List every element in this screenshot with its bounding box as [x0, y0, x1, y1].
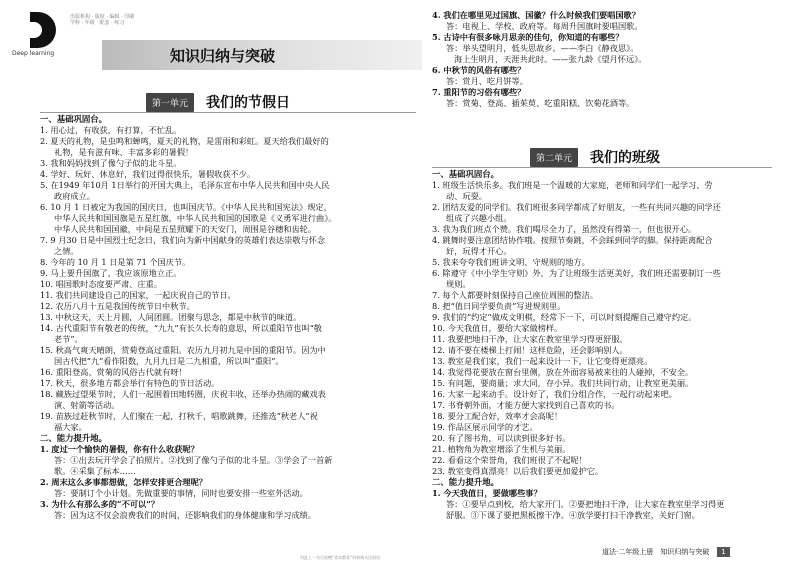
unit1-divider [40, 112, 416, 113]
text-line: 18. 藏族过望果节时，人们一起围着田地转圈，庆祝丰收，还举办热闹的藏戏表 [40, 389, 326, 399]
page-footer [602, 547, 730, 557]
text-line: 动、玩耍。 [446, 191, 487, 201]
deep-learning-logo [12, 10, 72, 60]
question-line: 1. 度过一个愉快的暑假，你有什么收获呢？ [40, 444, 199, 454]
text-line: 规则。 [446, 279, 471, 289]
question-line: 3. 为什么有那么多的“不可以”？ [40, 499, 160, 509]
section-heading: 二、能力提升地。 [40, 433, 107, 443]
text-line: 19. 作品区展示同学的才艺。 [432, 422, 538, 432]
unit2-divider [432, 167, 772, 168]
unit1-tag: 第一单元 [146, 93, 194, 112]
logo-text: Deep learning [12, 50, 55, 57]
text-line: 13. 教室是我们家，我们一起来设计一下，让它变得更漂亮。 [432, 356, 653, 366]
text-line: 答：①出去玩开学会了拍照片。②找到了像勺子似的北斗星。③学会了一首新 [54, 455, 333, 465]
text-line: 答：①要早点到校，给大家开门。②要把地扫干净，让大家在教室里学习得更 [446, 499, 725, 509]
text-line: 答：赏月、吃月饼等。 [446, 76, 528, 86]
text-line: 23. 教室变得真漂亮！以后我们要更加爱护它。 [432, 466, 604, 476]
text-line: 9. 马上要升国旗了，我应该原地立正。 [40, 268, 182, 278]
question-line: 7. 重阳节的习俗有哪些？ [432, 87, 526, 97]
text-line: 7. 9 月30 日是中国烈士纪念日，我们向为新中国献身的英雄们表达崇敬与怀念 [40, 235, 326, 245]
text-line: 18. 要分工配合好，效率才会高呢！ [432, 411, 563, 421]
text-line: 3. 我和妈妈找到了像勺子似的北斗星。 [40, 158, 182, 168]
unit1-heading [146, 92, 290, 112]
unit2-tag: 第二单元 [530, 148, 578, 167]
text-line: 2. 团结友爱的同学们。我们班很多同学都成了好朋友，一些有共同兴趣的同学还 [432, 202, 721, 212]
text-line: 组成了兴趣小组。 [446, 213, 512, 223]
text-line: 2. 夏天的礼物，是虫鸣和蝉鸣，夏天的礼物，是雷雨和彩虹。夏天给我们最好的 [40, 136, 329, 146]
text-line: 10. 唱国歌时态度要严肃、庄重。 [40, 279, 163, 289]
text-line: 11. 我要把地扫干净，让大家在教室里学习得更舒服。 [432, 334, 628, 344]
text-line: 4. 学好、玩好、休息好，我们过得很快乐，暑假收获不少。 [40, 169, 256, 179]
question-line: 6. 中秋节的风俗有哪些？ [432, 65, 526, 75]
text-line: 10. 今天我值日，要给大家做榜样。 [432, 323, 563, 333]
text-line: 老节”。 [54, 334, 83, 344]
text-line: 好，玩得才开心。 [446, 246, 512, 256]
section-heading: 一、基础巩固台。 [40, 114, 107, 124]
text-line: 17. 书脊朝外面，才能方便大家找到自己喜欢的书。 [432, 400, 620, 410]
logo-d-icon [30, 12, 56, 48]
text-line: 之情。 [54, 246, 79, 256]
text-line: 16. 大家一起来动手。设计好了，我们分组合作，一起行动起来吧。 [432, 389, 677, 399]
text-line: 15. 有问题，要商量；求大同，存小异。我们共同行动，让教室更美丽。 [432, 378, 694, 388]
text-line: 14. 我觉得花要放在窗台里侧，放在外面容易被来往的人碰掉，不安全。 [432, 367, 694, 377]
text-line: 8. 今年的 10 月 1 日是第 71 个国庆节。 [40, 257, 191, 267]
text-line: 中华人民共和国国旗是五星红旗，中华人民共和国的国歌是《义勇军进行曲》。 [54, 213, 337, 223]
section-heading: 一、基础巩固台。 [432, 169, 499, 179]
text-line: 14. 古代重阳节有敬老的传统，“九九”有长久长寿的意思，所以重阳节也叫“敬 [40, 323, 322, 333]
text-line: 演、射箭等活动。 [54, 400, 120, 410]
text-line: 21. 植物角为教室增添了生机与美丽。 [432, 444, 571, 454]
text-line: 答：因为这不仅会浪费我们的时间，还影响我们的身体健康和学习成绩。 [54, 510, 317, 520]
question-line: 4. 我们在哪里见过国旗、国徽？什么时候我们要唱国歌？ [432, 10, 640, 20]
text-line: 1. 用心过，有收获，有打算，不忙乱。 [40, 125, 182, 135]
text-line: 7. 每个人都要时刻保持自己座位周围的整洁。 [432, 290, 598, 300]
unit2-heading [530, 147, 660, 167]
text-line: 9. 我们的“约定”做成文明棋，经常下一下，可以时刻提醒自己遵守约定。 [432, 312, 697, 322]
header-small-text: 出版机构 · 版权 · 编辑 · 印刷 学科 · 年级 · 配套 · 练习 [70, 14, 135, 26]
unit1-title: 我们的节假日 [206, 95, 291, 111]
text-line: 20. 有了图书角，可以读到很多好书。 [432, 433, 571, 443]
text-line: 政府成立。 [54, 191, 95, 201]
left-column [40, 114, 416, 521]
text-line: 16. 重阳登高、赏菊的风俗古代就有呀！ [40, 367, 187, 377]
text-line: 11. 我们共同建设自己的国家，一起庆祝自己的节日。 [40, 290, 236, 300]
text-line: 礼物，是有滋有味、丰富多彩的暑假！ [54, 147, 194, 157]
question-line: 2. 周末这么多事都想做，怎样安排更合理呢？ [40, 477, 207, 487]
text-line: 舒服。③下课了要把黑板擦干净。④放学要打扫干净教室，关好门窗。 [446, 510, 700, 520]
text-line: 6. 除遵守《中小学生守则》外，为了让班级生活更美好，我们班还需要制订一些 [432, 268, 721, 278]
text-line: 答：要制订个小计划。先做重要的事情，同时也要安排一些室外活动。 [54, 488, 308, 498]
text-line: 答：赏菊、登高、插茱萸、吃重阳糕、饮菊花酒等。 [446, 98, 635, 108]
text-line: 5. 我来夸夸我们班讲文明、守规则的地方。 [432, 257, 590, 267]
text-line: 答：电视上、学校、政府等。每周升国旗时要唱国歌。 [446, 21, 643, 31]
text-line: 22. 看看这个荣誉角，我们班很了不起呢！ [432, 455, 587, 465]
question-line: 5. 古诗中有很多咏月思亲的佳句，你知道的有哪些？ [432, 32, 624, 42]
footer-tiny-text: 用此上一书可获赠“青岛教育”资料请关注网站 [300, 555, 381, 560]
text-line: 4. 跳舞时要注意团结协作哦。按照节奏跳，不会踩到同学的脚。保持距离配合 [432, 235, 713, 245]
text-line: 8. 把“值日同学要负责”写进规则里。 [432, 301, 566, 311]
text-line: 歌。④采集了标本…… [54, 466, 136, 476]
text-line: 海上生明月，天涯共此时。——张九龄《望月怀远》。 [454, 54, 647, 64]
text-line: 福大家。 [54, 422, 87, 432]
footer-label: 道法·二年级上册 知识归纳与突破 [602, 548, 710, 556]
text-line: 国古代把“九”看作阳数，九月九日是二九相重，所以叫“重阳”。 [54, 356, 284, 366]
text-line: 1. 班级生活快乐多。我们班是一个温暖的大家庭，老师和同学们一起学习、劳 [432, 180, 713, 190]
text-line: 3. 我为我们班点个赞。我们喝尽全力了，虽然没有得第一，但也很开心。 [432, 224, 697, 234]
text-line: 12. 请不要在楼梯上打闹！这样危险，还会影响别人。 [432, 345, 628, 355]
text-line: 12. 农历八月十五是我国传统节日中秋节。 [40, 301, 195, 311]
text-line: 13. 中秋这天，天上月圆，人间团圆。团聚与思念，都是中秋节的味道。 [40, 312, 302, 322]
page-banner [102, 40, 422, 70]
page-title: 知识归纳与突破 [170, 46, 276, 65]
text-line: 15. 秋高气爽天晴朗，赏菊登高过重阳。农历九月初九是中国的重阳节。因为中 [40, 345, 326, 355]
text-line: 答：举头望明月，低头思故乡。——李白《静夜思》。 [446, 43, 639, 53]
text-line: 17. 秋天，很多地方都会举行有特色的节日活动。 [40, 378, 220, 388]
right-top-column [432, 10, 772, 109]
text-line: 6. 10 月 1 日被定为我国的国庆日，也叫国庆节。《中华人民共和国宪法》规定， [40, 202, 332, 212]
text-line: 5. 在1949 年10月 1日举行的开国大典上，毛泽东宣布中华人民共和国中央人民 [40, 180, 330, 190]
section-heading: 二、能力提升地。 [432, 477, 499, 487]
unit2-title: 我们的班级 [590, 150, 661, 166]
page-number: 1 [717, 547, 729, 557]
text-line: 中华人民共和国国徽，中间是五星照耀下的天安门，周围是谷穗和齿轮。 [54, 224, 317, 234]
text-line: 19. 苗族过赶秋节时，人们聚在一起，打秋千，唱歌跳舞，还推选“秋老人”祝 [40, 411, 318, 421]
question-line: 1. 今天我值日，要做哪些事？ [432, 488, 542, 498]
right-bottom-column [432, 169, 772, 521]
